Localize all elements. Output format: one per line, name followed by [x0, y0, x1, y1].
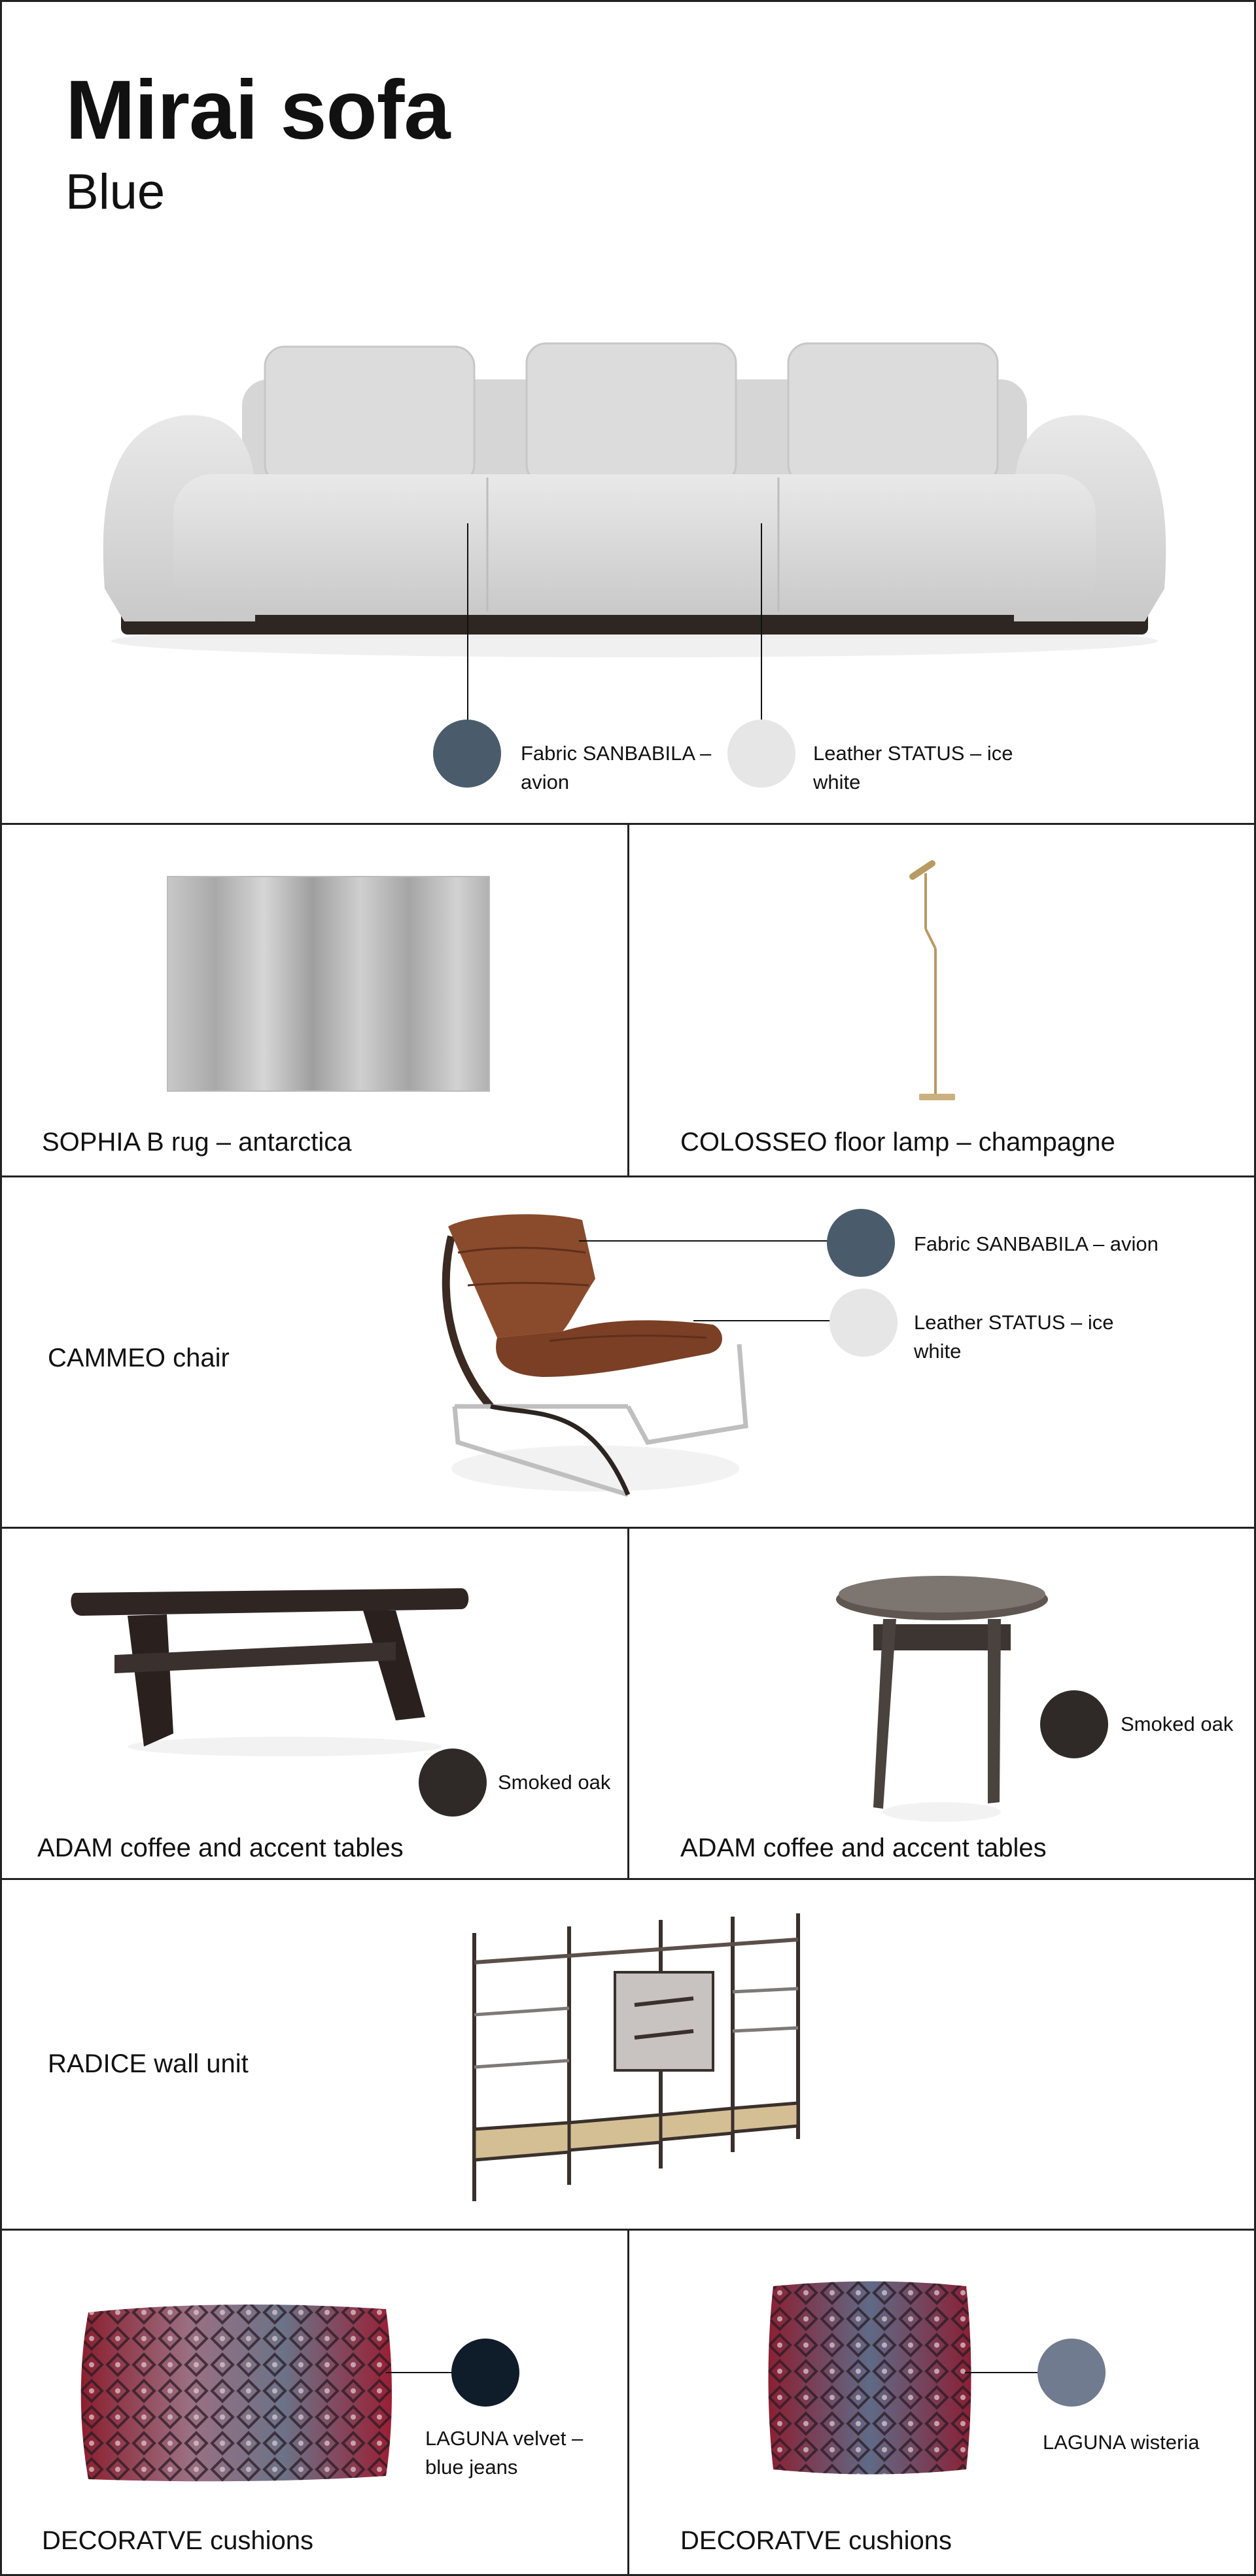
- divider: [627, 1527, 629, 1878]
- accent-table-image: [831, 1567, 1053, 1828]
- swatch-label: Leather STATUS – ice white: [914, 1311, 1114, 1363]
- cushion-left-label: DECORATVE cushions: [42, 2526, 313, 2555]
- leader-line: [965, 2372, 1040, 2373]
- leader-line: [467, 523, 468, 752]
- fabric-avion-swatch: [433, 720, 501, 788]
- cushion-left-image: [78, 2299, 394, 2486]
- swatch-label: LAGUNA wisteria: [1043, 2431, 1200, 2454]
- fabric-avion-swatch: [827, 1209, 895, 1277]
- leader-line: [693, 1320, 831, 1321]
- divider: [627, 2229, 629, 2576]
- radice-wall-unit-image: [458, 1913, 824, 2201]
- chair-label: CAMMEO chair: [48, 1344, 230, 1372]
- leader-line: [761, 523, 762, 752]
- swatch-label: LAGUNA velvet – blue jeans: [425, 2427, 584, 2479]
- swatch-label: Fabric SANBABILA – avion: [914, 1232, 1159, 1255]
- leather-ice-white-swatch: [829, 1289, 898, 1357]
- rug-label: SOPHIA B rug – antarctica: [42, 1128, 352, 1157]
- divider: [0, 1878, 1256, 1880]
- smoked-oak-swatch: [419, 1749, 487, 1817]
- cushion-right-label: DECORATVE cushions: [680, 2526, 952, 2555]
- divider: [0, 1175, 1256, 1177]
- laguna-wisteria-swatch: [1038, 2339, 1106, 2407]
- cammeo-chair-image: [432, 1207, 759, 1501]
- swatch-label: Leather STATUS – ice white: [813, 742, 1013, 793]
- swatch-label: Smoked oak: [498, 1771, 611, 1794]
- accent-table-label: ADAM coffee and accent tables: [680, 1834, 1047, 1862]
- wall-unit-label: RADICE wall unit: [48, 2049, 249, 2078]
- page-subtitle: Blue: [65, 164, 166, 220]
- smoked-oak-swatch: [1040, 1690, 1108, 1758]
- divider: [627, 823, 629, 1175]
- lamp-label: COLOSSEO floor lamp – champagne: [680, 1128, 1115, 1157]
- sofa-image: [98, 334, 1171, 661]
- leader-line: [386, 2372, 455, 2373]
- leader-line: [579, 1240, 828, 1242]
- floor-lamp-image: [896, 857, 968, 1112]
- rug-image: [167, 877, 489, 1091]
- swatch-label: Smoked oak: [1121, 1713, 1234, 1735]
- laguna-blue-jeans-swatch: [451, 2339, 519, 2407]
- coffee-table-label: ADAM coffee and accent tables: [37, 1834, 404, 1862]
- leather-ice-white-swatch: [727, 720, 795, 788]
- swatch-label: Fabric SANBABILA – avion: [521, 742, 712, 793]
- coffee-table-image: [69, 1583, 474, 1760]
- page-title: Mirai sofa: [65, 63, 450, 157]
- cushion-right-image: [767, 2280, 973, 2476]
